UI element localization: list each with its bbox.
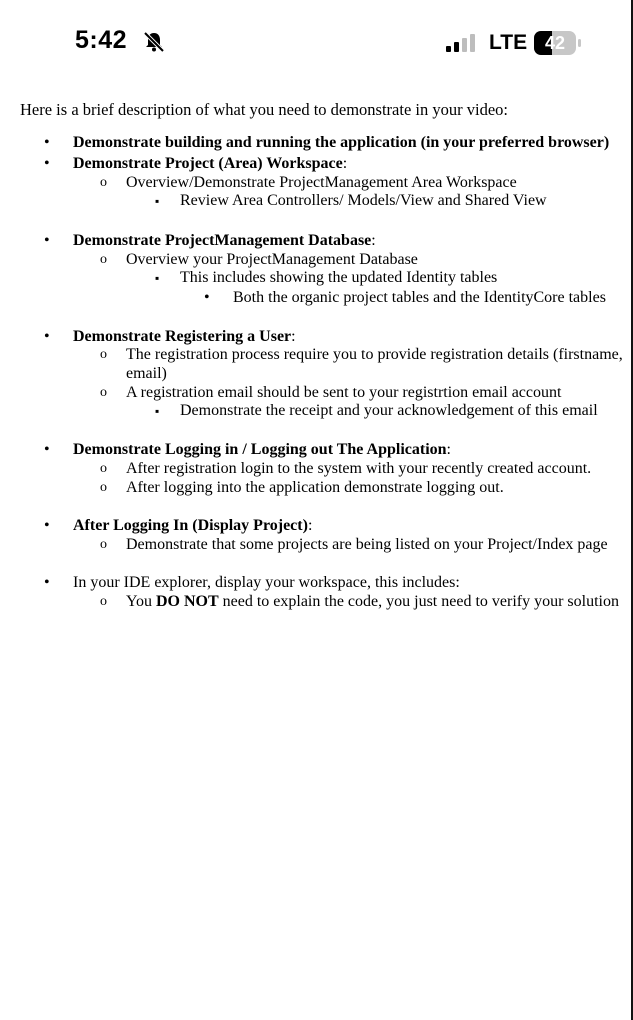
item-organic-tables: Both the organic project tables and the IdentityCore tables	[233, 289, 606, 306]
item-verify-solution	[126, 593, 619, 611]
item-email-receipt: Demonstrate the receipt and your acknowledgement of this email	[180, 402, 598, 419]
item-overview-database: Overview your ProjectManagement Database	[126, 251, 418, 268]
circle-marker: o	[100, 537, 107, 552]
item-project-index: Demonstrate that some projects are being listed on your Project/Index page	[126, 536, 608, 553]
bell-slash-icon	[143, 31, 165, 53]
text-suffix: need to explain the code, you just need to verify your solution	[218, 593, 619, 610]
section-build-run: Demonstrate building and running the application (in your preferred browser)	[73, 134, 610, 151]
circle-marker: o	[100, 594, 107, 609]
section-database	[73, 232, 376, 250]
item-registration-details: The registration process require you to provide registration details (firstname,	[126, 346, 623, 363]
status-bar	[0, 0, 633, 80]
section-title: Demonstrate Project (Area) Workspace	[73, 155, 343, 172]
square-marker: ▪	[155, 404, 160, 418]
item-area-workspace: Overview/Demonstrate ProjectManagement Area Workspace	[126, 174, 517, 191]
colon: :	[446, 441, 451, 458]
bullet-marker: •	[44, 134, 50, 151]
section-title: Demonstrate Registering a User	[73, 328, 292, 345]
item-logout: After logging into the application demonstrate logging out.	[126, 479, 504, 496]
circle-marker: o	[100, 480, 107, 495]
section-display-project	[73, 517, 312, 535]
colon: :	[342, 155, 348, 172]
section-title: Demonstrate ProjectManagement Database	[73, 232, 372, 249]
circle-marker: o	[100, 461, 107, 476]
colon: :	[291, 328, 296, 345]
bullet-marker: •	[44, 441, 50, 458]
section-ide-explorer: In your IDE explorer, display your workspace, this includes:	[73, 574, 460, 591]
colon: :	[371, 232, 376, 249]
bullet-marker: •	[44, 232, 50, 249]
bullet-marker: •	[44, 155, 50, 172]
circle-marker: o	[100, 385, 107, 400]
section-title: Demonstrate Logging in / Logging out The Application	[73, 441, 447, 458]
circle-marker: o	[100, 347, 107, 362]
circle-marker: o	[100, 175, 107, 190]
battery-level: 42	[544, 33, 566, 53]
item-registration-details-cont: email)	[126, 365, 167, 382]
text-prefix: You	[126, 593, 156, 610]
square-marker: ▪	[155, 194, 160, 208]
intro-text: Here is a brief description of what you need to demonstrate in your video:	[20, 100, 508, 119]
bullet-marker: •	[44, 574, 50, 591]
signal-icon	[446, 34, 478, 52]
item-review-controllers: Review Area Controllers/ Models/View and Shared View	[180, 192, 547, 209]
bullet-marker: •	[204, 289, 210, 306]
item-registration-email: A registration email should be sent to your registrtion email account	[126, 384, 562, 401]
colon: :	[307, 517, 313, 534]
bullet-marker: •	[44, 328, 50, 345]
emphasis-do-not: DO NOT	[155, 593, 219, 610]
item-identity-tables: This includes showing the updated Identity tables	[180, 269, 498, 286]
section-title: After Logging In (Display Project)	[73, 517, 308, 534]
circle-marker: o	[100, 252, 107, 267]
bullet-marker: •	[44, 517, 50, 534]
square-marker: ▪	[155, 271, 160, 285]
network-type: LTE	[489, 31, 528, 54]
section-login-logout	[73, 441, 451, 459]
item-login: After registration login to the system with your recently created account.	[126, 460, 592, 477]
section-project-workspace	[73, 155, 347, 173]
section-registering	[73, 328, 296, 346]
status-time: 5:42	[75, 26, 128, 54]
